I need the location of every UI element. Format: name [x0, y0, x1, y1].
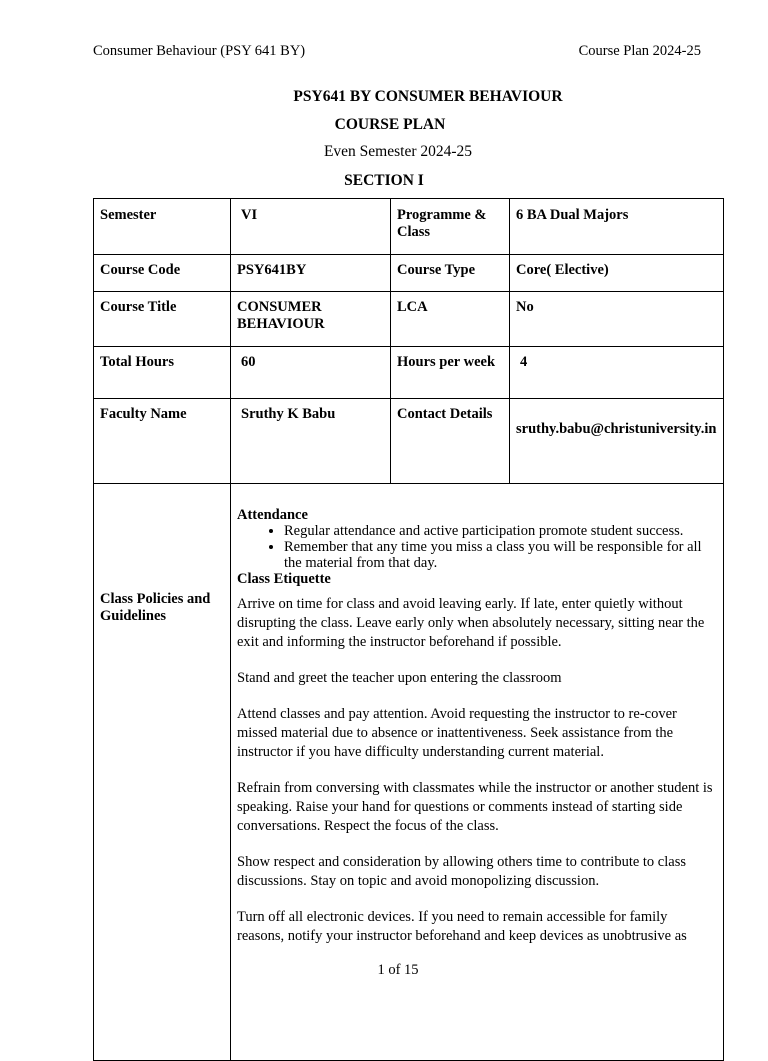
- course-title-value: CONSUMER BEHAVIOUR: [231, 292, 391, 347]
- paragraph: Arrive on time for class and avoid leaving early. If late, enter quietly without disrupting the class. Leave early only when absolutely necessary, sitting near the exit and informing the instructor beforehand if possible.: [237, 596, 705, 650]
- contact-details-label: Contact Details: [391, 399, 510, 484]
- course-code-value: PSY641BY: [231, 255, 391, 292]
- document-title: PSY641 BY CONSUMER BEHAVIOUR: [293, 88, 563, 105]
- paragraph: Refrain from conversing with classmates while the instructor or another student is speaking. Raise your hand for questions or comments instead of starting side conversations. Respect the focus of the class.: [237, 780, 713, 834]
- contact-email: sruthy.babu@christuniversity.in: [510, 399, 724, 484]
- hours-per-week-label: Hours per week: [391, 347, 510, 399]
- attendance-heading: Attendance: [237, 507, 308, 523]
- programme-label: Programme & Class: [391, 199, 510, 255]
- semester-heading: Even Semester 2024-25: [323, 143, 473, 160]
- table-row: [94, 199, 724, 255]
- table-row: [94, 347, 724, 399]
- faculty-name-label: Faculty Name: [94, 399, 231, 484]
- lca-label: LCA: [391, 292, 510, 347]
- running-header-left: Consumer Behaviour (PSY 641 BY): [93, 43, 306, 59]
- table-row: [94, 399, 724, 484]
- paragraph: Attend classes and pay attention. Avoid requesting the instructor to re-cover missed material due to absence or inattentiveness. Seek assistance from the instructor if you have difficulty understanding current material.: [237, 706, 677, 760]
- hours-per-week-value: 4: [510, 347, 724, 399]
- attendance-list: [237, 523, 717, 571]
- total-hours-label: Total Hours: [94, 347, 231, 399]
- paragraph: Turn off all electronic devices. If you need to remain accessible for family reasons, notify your instructor beforehand and keep devices as unobtrusive as: [237, 909, 687, 944]
- paragraph: Stand and greet the teacher upon entering the classroom: [237, 670, 562, 686]
- class-policies-label: Class Policies and Guidelines: [94, 484, 231, 1061]
- course-details-table: [93, 198, 724, 1061]
- running-header-right: Course Plan 2024-25: [578, 43, 701, 59]
- course-code-label: Course Code: [94, 255, 231, 292]
- course-title-label: Course Title: [94, 292, 231, 347]
- table-row: [94, 292, 724, 347]
- list-item: • Remember that any time you miss a class you will be responsible for all the material from that day.: [284, 539, 717, 571]
- course-plan-heading: COURSE PLAN: [334, 116, 446, 133]
- list-item: • Regular attendance and active participation promote student success.: [284, 523, 717, 539]
- course-type-label: Course Type: [391, 255, 510, 292]
- course-type-value: Core( Elective): [510, 255, 724, 292]
- paragraph: Show respect and consideration by allowing others time to contribute to class discussions. Stay on topic and avoid monopolizing discussion.: [237, 854, 686, 889]
- page-number: 1 of 15: [377, 962, 419, 978]
- programme-value: 6 BA Dual Majors: [510, 199, 724, 255]
- table-row: [94, 255, 724, 292]
- semester-value: VI: [231, 199, 391, 255]
- class-etiquette-heading: Class Etiquette: [237, 571, 331, 587]
- faculty-name-value: Sruthy K Babu: [231, 399, 391, 484]
- lca-value: No: [510, 292, 724, 347]
- total-hours-value: 60: [231, 347, 391, 399]
- semester-label: Semester: [94, 199, 231, 255]
- section-heading: SECTION I: [344, 172, 424, 189]
